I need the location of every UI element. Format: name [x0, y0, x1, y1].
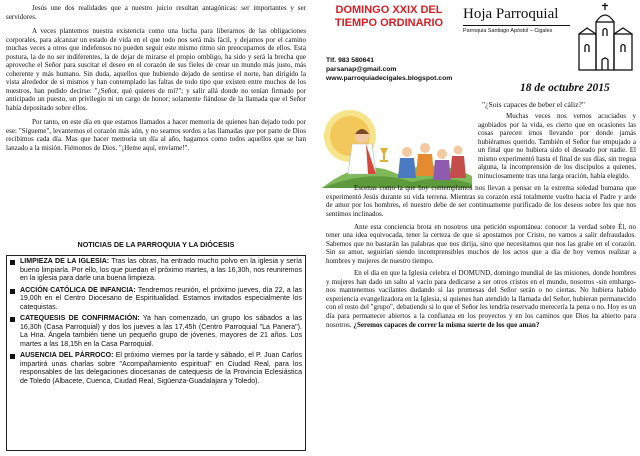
phone-text: Tlf. 983 580641 — [326, 57, 374, 64]
notice-priest-absence — [10, 352, 302, 386]
notice-text: Tras las obras, ha entrado mucho polvo en la iglesia y sería bueno limpiarla. Por ello, los que puedan el próximo martes, a las 16,30h, nos reuniremos en la iglesia para darle una buena limpieza. — [20, 258, 302, 282]
left-paragraph-3: Por tanto, en este día en que estamos llamados a hacer memoria de quienes han dejado todo por ese: "Sígueme", levantemos el corazón más aún, y no seamos sordos a las llamadas que por parte de Dios recibimos cada día. Mas que hacer memoria un día al año, hagamos como todos aquellos que se han lanzado a la misión. Fiémonos de Dios. "¡Heme aquí, envíame!". — [6, 118, 306, 152]
right-paragraph-4 — [326, 269, 636, 329]
notice-lead: AUSENCIA DEL PÁRROCO: — [20, 352, 114, 359]
notice-confirmation — [10, 315, 302, 349]
church-icon — [574, 2, 636, 72]
notice-text: El próximo viernes por la tarde y sábado, el P. Juan Carlos impartirá unas charlas sobre "Acompañamiento espiritual" en Ciudad Real, para los responsables de las delegaciones diocesanas de catequesis de la Provincia Eclesiástica de Toledo (Albacete, Cuenca, Ciudad Real, Sigüenza-Guadalajara y Toledo). — [20, 352, 303, 385]
left-paragraph-2: A veces plantemos nuestra existencia como una lucha para liberarnos de las obligaciones corporales, para alcanzar un estado de vida en el que todo nos será más fácil, y dejamos por el camino muchas veces a otros que indefensos no pueden seguir este mismo ritmo sin preocuparnos de ellos. Esta postura, la de no ser indiferentes, la de dejar de mirarse el propio ombligo, ha sido y será la brecha que aproveche el Señor para suscitar el deseo en el corazón de sus fieles de crear un mundo más justo, más coherente y más humano. Sin duda, aquellos que hubiendo dejado de sentirse el norte, han dirigido la vista alrededor de sí mismos y han contemplado las faltas de todo tipo que existen entre muchos de los nuestros, han podido decirse: "¿Señor, qué quieres de mí?"; y salir allá donde no tenían firmado por anticipado un puesto, un privilegio ni un cargo de honor; solamente fiándose de la llamada que el Señor había depositado sobre ellos. — [6, 27, 306, 112]
bullet-icon — [10, 289, 15, 294]
notice-catholic-action — [10, 287, 302, 313]
brand-divider — [463, 25, 570, 26]
parish-name: Parroquia Santiago Apóstol – Cigales — [463, 28, 553, 34]
notice-lead: ACCIÓN CATÓLICA DE INFANCIA: — [20, 286, 136, 294]
notices-box — [6, 255, 306, 451]
notice-lead: CATEQUESIS DE CONFIRMACIÓN: — [20, 315, 140, 322]
left-paragraph-1: Jesús une dos realidades que a nuestro juicio resultan antagónicas: ser importantes y ser servidores. — [6, 4, 306, 21]
sunday-title: DOMINGO XXIX DEL TIEMPO ORDINARIO — [334, 4, 444, 29]
notice-text: Ya han comenzado, un grupo los sábados a las 16,30h (Casa Parroquial) y dos los jueves a las 17,45h (Centro Parroquial "La Panera"). La Hna. Ángela también tiene un pequeño grupo de jóvenes, mayores de 21 años. Los martes a las 18,15h en la Casa Parroquial. — [20, 315, 302, 348]
contact-block — [326, 56, 486, 83]
notice-cleaning — [10, 258, 302, 284]
issue-date: 18 de octubre 2015 — [520, 82, 610, 94]
bullet-icon — [10, 354, 15, 359]
bullet-icon — [10, 317, 15, 322]
right-column — [326, 112, 636, 329]
notice-lead: LIMPIEZA DE LA IGLESIA: — [20, 258, 110, 265]
gospel-quote: "¿Sois capaces de beber el cáliz?" — [482, 100, 585, 109]
right-paragraph-1: Muchas veces nos vemos acuciados y agobiados por la vida, es cierto que en ocasiones las cosas parecen irnos llevando por donde jamás hubiéramos querido. También el Señor fue empujado a un final que no hubiera sido el deseado por nadie. El mismo experimentó hasta el final de sus días, sin tregua alguna, la incomprensión de los discípulos a quienes, minuciosamente tras una larga oración, había elegido. — [478, 112, 636, 180]
blog-link[interactable]: www.parroquiadecigales.blogspot.com — [326, 75, 453, 82]
bullet-icon — [10, 260, 15, 265]
right-paragraph-4-text: En el día en que la Iglesia celebra el DOMUND, domingo mundial de las misiones, donde hombres y mujeres han dado un salto al vacío para dedicarse a ser otros cristos en el mundo, nosotros -sin embargo- nos mantenemos vacilantes dudando si las promesas del Señor serán o no ciertas. No hubiera habido experiencia evangelizadora en la Iglesia, si quienes han atendido la llamada del Señor, hubieran permanecido con el resto del "grupo", debatiendo si lo que el Señor les tendría reservado merecería la pena o no. Hoy es un día para permanecer abiertos a la confianza en los proyectos y en los caminos que Dios ha abierto para nosotros. — [326, 269, 636, 329]
right-paragraph-3: Ante esta conciencia brota en nosotros una petición espontánea: conocer la verdad sobre Él, no tener una idea equivocada, tener la certeza de que si apostamos por Cristo, no vamos a salir defraudados. Sabemos que no bastarán las palabras que nos dirija, sino que necesitamos que nos las grabe en el corazón. Sin su amor, seguirían siendo incomprensibles muchos de los actos que a día de hoy vemos realizar a hombres y mujeres de nuestro tiempo. — [326, 222, 636, 265]
notice-text: Tendremos reunión, el próximo jueves, día 22, a las 19,00h en el Centro Diocesano de Espiritualidad. Estamos invitados especialmente los catequistas. — [20, 286, 303, 311]
closing-question: ¿Seremos capaces de correr la misma suerte de los que aman? — [353, 320, 540, 329]
notices-title: NOTICIAS DE LA PARROQUIA Y LA DIÓCESIS — [77, 240, 235, 249]
email-link[interactable]: parsanap@gmail.com — [326, 66, 397, 73]
right-paragraph-2: Escenas como la que hoy contemplamos nos llevan a pensar en la extrema soledad humana que experimentó Jesús durante su vida terrena. Mientras su corazón está totalmente vuelto hacia el Padre y arde de amor por los hombres, el nuestro debe de ser continuamente purificado de los deseos sobre los que nos sentimos inclinados. — [326, 184, 636, 219]
left-column — [6, 4, 306, 152]
brand-name: Hoja Parroquial — [463, 6, 559, 22]
